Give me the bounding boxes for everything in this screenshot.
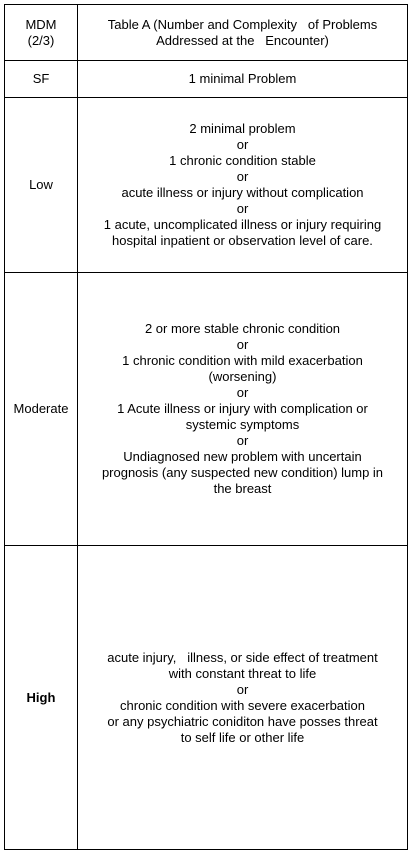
problem-line: 1 minimal Problem: [188, 71, 297, 86]
problem-line: 2 minimal problem: [189, 121, 296, 136]
problem-line: or any psychiatric coniditon have posses threat: [107, 713, 378, 729]
problem-line: 2 or more stable chronic condition: [144, 321, 341, 336]
level-label-moderate: Moderate: [13, 401, 69, 416]
table-row-low: [5, 98, 408, 273]
problem-line: to self life or other life: [180, 729, 305, 745]
problem-line: acute injury, illness, or side effect of treatment: [107, 649, 378, 665]
problem-line: acute illness or injury without complication: [121, 185, 364, 200]
problem-line: 1 chronic condition with mild exacerbation: [122, 353, 363, 368]
level-cell-low: [5, 98, 78, 273]
level-cell-sf: [5, 61, 78, 98]
problem-line: Undiagnosed new problem with uncertain: [123, 449, 362, 464]
table-row-moderate: [5, 273, 408, 546]
or-line: or: [236, 433, 249, 448]
or-line: or: [236, 337, 249, 352]
or-line: or: [236, 385, 249, 400]
problem-line: 1 chronic condition stable: [169, 153, 316, 168]
problems-cell-sf: [78, 61, 408, 98]
or-line: or: [236, 681, 249, 697]
problem-line: with constant threat to life: [168, 665, 317, 681]
mdm-problems-table: [4, 4, 408, 850]
header-mdm-label: MDM: [25, 16, 57, 32]
problem-line: (worsening): [208, 369, 277, 384]
problem-line: systemic symptoms: [185, 417, 300, 432]
or-line: or: [236, 201, 249, 216]
header-table-a-line-1: Table A (Number and Complexity of Problems: [107, 16, 378, 32]
problem-line: hospital inpatient or observation level of care.: [112, 233, 373, 248]
problems-cell-low: [78, 98, 408, 273]
or-line: or: [236, 169, 249, 184]
level-cell-moderate: [5, 273, 78, 546]
header-mdm-cell: [5, 5, 78, 61]
table-header-row: [5, 5, 408, 61]
table-row-sf: [5, 61, 408, 98]
problem-line: chronic condition with severe exacerbation: [120, 697, 365, 713]
level-label-low: Low: [29, 177, 53, 192]
or-line: or: [236, 137, 249, 152]
level-label-sf: SF: [32, 71, 50, 86]
problem-line: 1 Acute illness or injury with complication or: [117, 401, 368, 416]
problem-line: prognosis (any suspected new condition) lump in: [101, 465, 384, 480]
problems-cell-high: [78, 546, 408, 850]
table-row-high: [5, 546, 408, 850]
header-table-a-cell: [78, 5, 408, 61]
problems-cell-moderate: [78, 273, 408, 546]
level-label-high: High: [26, 689, 56, 705]
header-mdm-fraction: (2/3): [27, 32, 55, 48]
problem-line: 1 acute, uncomplicated illness or injury requiring: [103, 217, 382, 232]
level-cell-high: [5, 546, 78, 850]
header-table-a-line-2: Addressed at the Encounter): [156, 32, 329, 48]
problem-line: the breast: [213, 481, 272, 496]
